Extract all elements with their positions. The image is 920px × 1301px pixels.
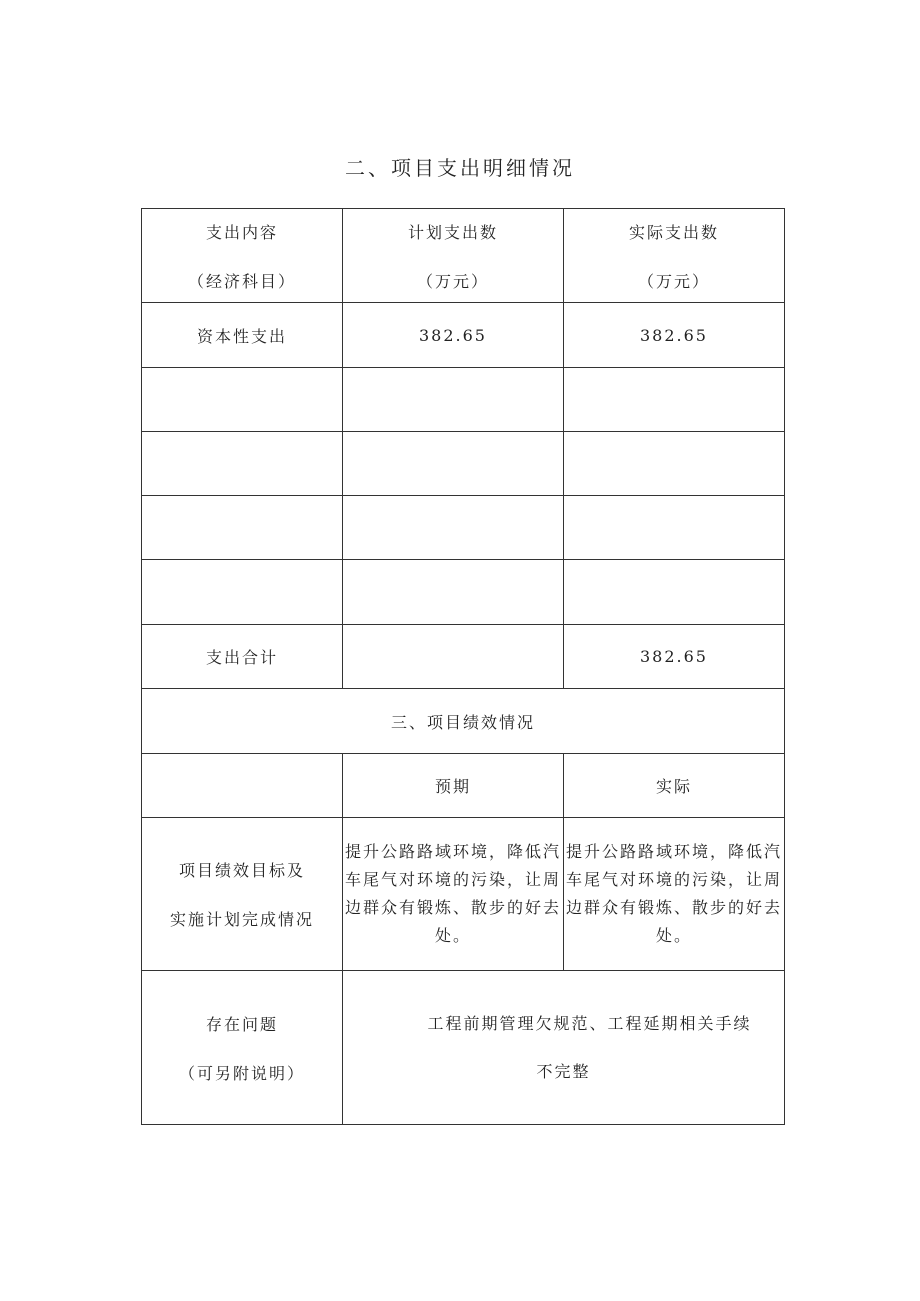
total-planned-cell <box>343 625 564 689</box>
header-actual: 实际 <box>564 754 785 818</box>
header-expected: 预期 <box>343 754 564 818</box>
total-row <box>142 625 785 689</box>
issues-text: 工程前期管理欠规范、工程延期相关手续 不完整 <box>343 971 785 1125</box>
header-actual-amount: 实际支出数 （万元） <box>564 209 785 303</box>
total-label: 支出合计 <box>142 625 343 689</box>
total-actual-cell: 382.65 <box>564 625 785 689</box>
planned-amount-cell: 382.65 <box>343 303 564 368</box>
header-planned-amount: 计划支出数 （万元） <box>343 209 564 303</box>
goal-actual-text: 提升公路路域环境，降低汽车尾气对环境的污染，让周边群众有锻炼、散步的好去处。 <box>564 818 785 971</box>
issues-row <box>142 971 785 1125</box>
goal-label: 项目绩效目标及 实施计划完成情况 <box>142 818 343 971</box>
performance-header-blank <box>142 754 343 818</box>
performance-goal-row <box>142 818 785 971</box>
section-3-title-row <box>142 689 785 754</box>
performance-header-row <box>142 754 785 818</box>
expense-performance-table <box>141 208 785 1125</box>
header-expense-content: 支出内容 （经济科目） <box>142 209 343 303</box>
section-3-title: 三、项目绩效情况 <box>142 689 785 754</box>
empty-row <box>142 560 785 625</box>
expense-item-cell: 资本性支出 <box>142 303 343 368</box>
section-2-title: 二、项目支出明细情况 <box>345 156 575 180</box>
table-row <box>142 303 785 368</box>
empty-row <box>142 432 785 496</box>
empty-row <box>142 368 785 432</box>
goal-expected-text: 提升公路路域环境，降低汽车尾气对环境的污染，让周边群众有锻炼、散步的好去处。 <box>343 818 564 971</box>
actual-amount-cell: 382.65 <box>564 303 785 368</box>
header-row <box>142 209 785 303</box>
empty-row <box>142 496 785 560</box>
issues-label: 存在问题 （可另附说明） <box>142 971 343 1125</box>
